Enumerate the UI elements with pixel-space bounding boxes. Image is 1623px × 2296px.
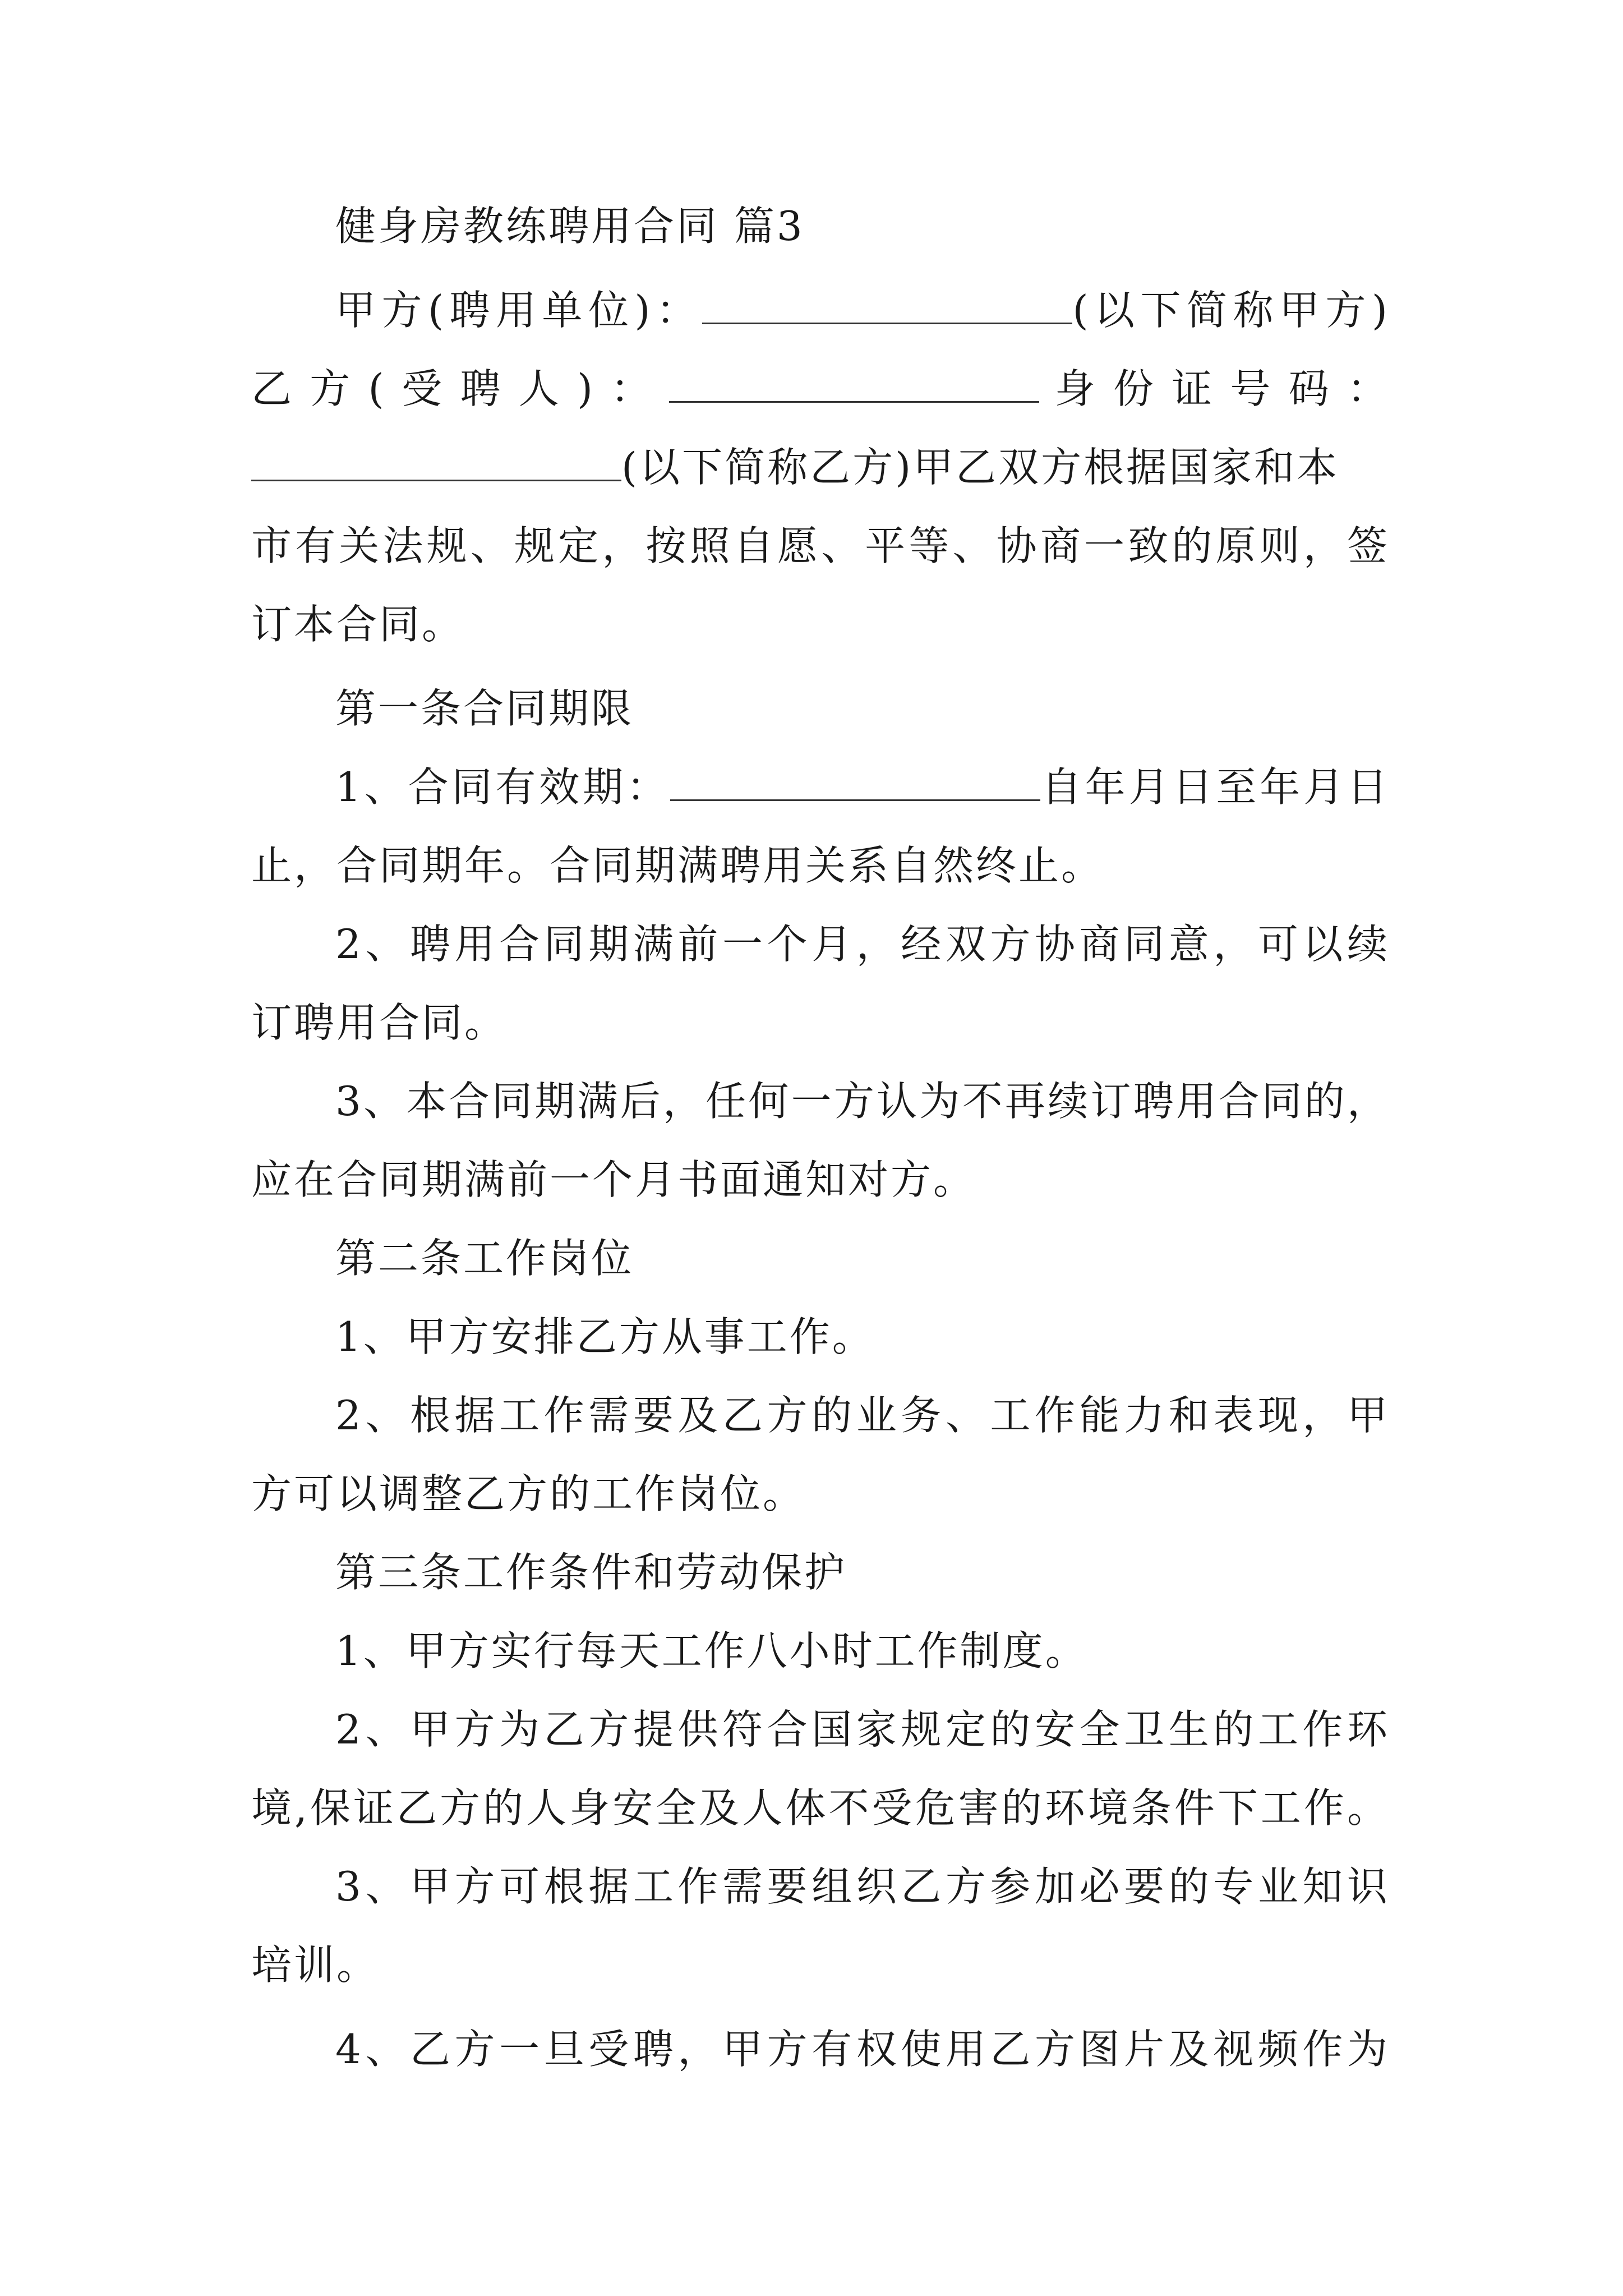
text-segment: 1、合同有效期：: [335, 763, 670, 811]
text-segment: 订本合同。: [251, 601, 465, 648]
text-segment: 3、本合同期满后，任何一方认为不再续订聘用合同的，: [335, 1078, 1390, 1125]
text-line: [251, 917, 1390, 971]
text-segment: 第一条合同期限: [335, 685, 634, 732]
text-line: [251, 839, 1390, 892]
text-line: [251, 1153, 1390, 1207]
text-line: [251, 996, 1390, 1050]
text-line: [251, 1781, 1390, 1835]
text-line: [251, 2022, 1390, 2076]
text-segment: 应在合同期满前一个月书面通知对方。: [251, 1156, 976, 1203]
text-line: [251, 1545, 1390, 1599]
text-segment: (以下简称乙方)甲乙双方根据国家和本: [621, 444, 1340, 491]
text-line: [251, 682, 1390, 735]
text-segment: 身 份 证 号 码 ：: [1039, 365, 1390, 412]
text-segment: 健身房教练聘用合同 篇3: [335, 203, 805, 250]
text-segment: 方可以调整乙方的工作岗位。: [251, 1470, 806, 1517]
text-line: [251, 597, 1390, 651]
text-segment: 培训。: [251, 1941, 380, 1989]
fill-in-blank: [669, 362, 1039, 403]
text-line: [251, 760, 1390, 814]
text-line: [251, 1860, 1390, 1913]
text-line: [251, 440, 1390, 494]
text-line: [251, 1467, 1390, 1521]
text-line: [251, 283, 1390, 337]
text-segment: 1、甲方安排乙方从事工作。: [335, 1313, 875, 1360]
text-line: [251, 199, 1390, 253]
text-line: [251, 1074, 1390, 1128]
text-segment: 2、聘用合同期满前一个月，经双方协商同意，可以续: [335, 921, 1390, 968]
text-segment: 市有关法规、规定，按照自愿、平等、协商一致的原则，签: [251, 522, 1390, 569]
text-segment: 第二条工作岗位: [335, 1235, 634, 1282]
fill-in-blank: [702, 283, 1072, 324]
text-segment: (以下简称甲方): [1072, 287, 1390, 334]
text-segment: 2、甲方为乙方提供符合国家规定的安全卫生的工作环: [335, 1706, 1390, 1753]
text-line: [251, 1388, 1390, 1442]
text-line: [251, 1231, 1390, 1285]
text-line: [251, 362, 1390, 416]
text-line: [251, 1703, 1390, 1756]
fill-in-blank: [670, 760, 1040, 801]
text-segment: 自年月日至年月日: [1040, 763, 1390, 811]
text-segment: 第三条工作条件和劳动保护: [335, 1549, 847, 1596]
text-line: [251, 1310, 1390, 1364]
text-segment: 止，合同期年。合同期满聘用关系自然终止。: [251, 842, 1104, 889]
text-segment: 境,保证乙方的人身安全及人体不受危害的环境条件下工作。: [251, 1784, 1390, 1832]
text-segment: 4、乙方一旦受聘，甲方有权使用乙方图片及视频作为: [335, 2026, 1390, 2073]
text-line: [251, 1938, 1390, 1992]
text-segment: 乙 方 ( 受 聘 人 ) ：: [251, 365, 670, 412]
text-segment: 1、甲方实行每天工作八小时工作制度。: [335, 1627, 1088, 1674]
fill-in-blank: [251, 440, 621, 481]
text-line: [251, 519, 1390, 573]
text-segment: 订聘用合同。: [251, 999, 508, 1046]
text-segment: 2、根据工作需要及乙方的业务、工作能力和表现，甲: [335, 1392, 1390, 1439]
text-segment: 3、甲方可根据工作需要组织乙方参加必要的专业知识: [335, 1863, 1390, 1910]
text-line: [251, 1624, 1390, 1678]
text-segment: 甲方(聘用单位)：: [335, 287, 703, 334]
